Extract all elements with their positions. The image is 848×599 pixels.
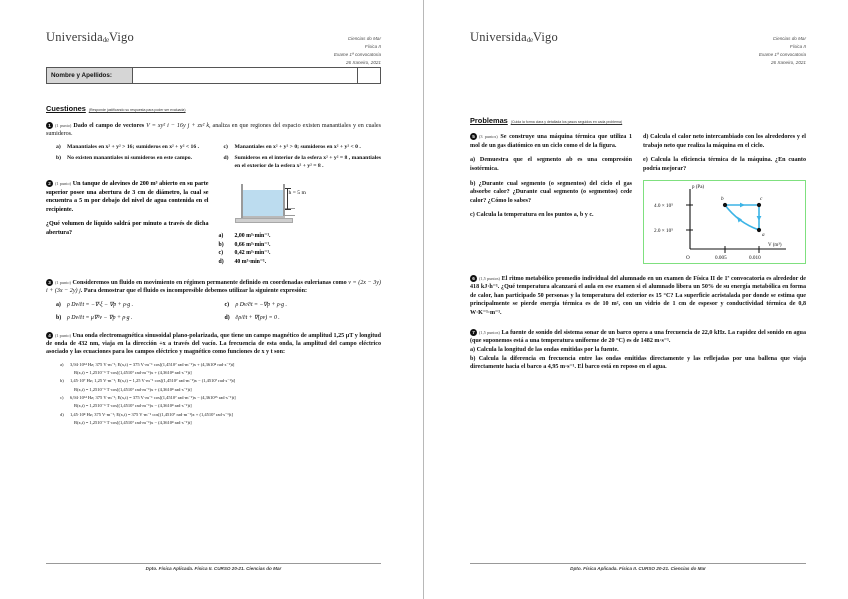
header-exam: Exame 1ª convocatoria xyxy=(758,51,806,57)
question-1-option-c[interactable] xyxy=(224,144,382,151)
option-line-1: 3,94·10¹⁴ Hz; 375 V·m⁻¹; E(x,t) = 375 V·m⁻¹ cos[(1,4510⁷ rad·m⁻¹)x + (4,3610⁸ rad·s⁻¹)t] xyxy=(70,361,235,367)
question-2-options xyxy=(219,232,382,267)
question-3-option-a[interactable] xyxy=(56,302,213,308)
question-3-option-c[interactable] xyxy=(225,302,382,308)
question-1-option-d[interactable] xyxy=(224,155,382,170)
question-1-option-b[interactable] xyxy=(56,155,214,170)
problem-5-part-a: a) Demuestra que el segmento ab es una compresión isotérmica. xyxy=(470,157,632,172)
question-1-points: (1 punto) xyxy=(55,123,72,128)
problem-7-part-b: b) Calcula la diferencia en frecuencia entre las ondas emitidas directamente y las reflejadas por una ballena que viaja directamente hacia el barco a 4,95 m·s⁻¹. El barco está en reposo en el agua. xyxy=(470,355,806,371)
page-footer-right: Dpto. Física Aplicada. Física II. CURSO 20-21. Ciencias do Mar xyxy=(470,563,806,571)
question-2 xyxy=(46,180,381,267)
x-axis-label: V (m³) xyxy=(768,242,782,248)
problem-5-part-d: d) Calcula el calor neto intercambiado con los alrededores y el trabajo neto que realiza la máquina en el ciclo. xyxy=(643,134,806,149)
x-tick-label-origin: O xyxy=(686,254,690,261)
name-box-tail xyxy=(358,68,380,83)
header-subject: Física II xyxy=(789,43,806,49)
problem-6-text: El ritmo metabólico promedio individual del alumnado en un examen de Física II de 1ª convocatoria es alrededor de 418 kJ·h⁻¹. ¿Qué temperatura alcanzará el aula en ese examen si el alumnado libera un 50% de su energía metabólica en forma de calor, han participado 50 personas y la temperatura del exterior es 15 °C? La superficie acristalada por donde se estima que principalmente se pierde energía térmica es de 10 m², con un vidrio de 1 cm de espesor y conductividad térmica de 0,8 W·K⁻¹·m⁻¹. xyxy=(470,275,806,317)
question-1-tail: , analiza en que regiones del espacio existen manantiales y en cuales sumideros. xyxy=(46,123,382,138)
arrow-b-to-c xyxy=(740,202,745,207)
logo-text-main: Universida xyxy=(470,30,527,44)
question-2-figure-column xyxy=(219,180,382,267)
question-4-options xyxy=(60,361,381,428)
question-4-number: 4 xyxy=(46,332,53,339)
question-4-option-d-line2: B(x,t) = 1,2510⁻⁶ T·cos[(1,4510⁷ rad·m⁻¹)x − (4,3610⁸ rad·s⁻¹)t] xyxy=(74,420,192,425)
question-2-statement xyxy=(46,180,209,214)
option-letter: d) xyxy=(218,259,224,266)
option-letter: b) xyxy=(56,155,62,162)
question-3-number: 3 xyxy=(46,279,53,286)
problem-5-number: 5 xyxy=(470,133,477,140)
y-axis-label: p (Pa) xyxy=(692,184,705,190)
pv-diagram xyxy=(643,180,806,264)
questions-section-title xyxy=(46,104,381,113)
point-label-c: c xyxy=(760,195,763,202)
header-meta xyxy=(334,30,381,67)
option-letter: d) xyxy=(224,314,230,321)
page-header-right xyxy=(470,30,806,64)
option-letter: b) xyxy=(60,378,64,384)
question-2-option-c[interactable] xyxy=(219,249,382,258)
header-date: 26 Xaneiro, 2021 xyxy=(346,59,381,65)
question-4-option-b-line2: B(x,t) = 1,2510⁻⁶ T·cos[(1,4510⁷ rad·m⁻¹)x + (4,3610⁸ rad·s⁻¹)t] xyxy=(74,386,192,392)
option-text: Manantiales en x² + y² > 16; sumideros en x² + y² < 16 . xyxy=(67,143,200,150)
question-4-option-c-line2: B(x,t) = 1,2510⁻⁶ T·cos[(1,4510⁷ rad·m⁻¹)x − (4,3610⁸ rad·s⁻¹)t] xyxy=(74,403,192,409)
option-text: 2,00 m³·min⁻¹. xyxy=(234,233,271,240)
name-input[interactable] xyxy=(133,68,358,83)
y-tick-label-400k: 4.0 × 10⁵ xyxy=(654,202,673,209)
data-point-b xyxy=(723,202,727,206)
question-4 xyxy=(46,332,381,357)
option-text: Sumideros en el interior de la esfera x² + y² = 8 , manantiales en el exterior de la esfera x² + y² = 8 . xyxy=(234,155,381,169)
problem-5-right-column xyxy=(643,133,806,264)
logo-text-main: Universida xyxy=(46,30,103,44)
problem-6-points: (1,5 puntos) xyxy=(479,275,500,281)
questions-title-text: Cuestiones xyxy=(46,104,86,113)
university-logo xyxy=(46,30,134,45)
tank-water xyxy=(243,190,283,216)
problem-5-points: (3 puntos) xyxy=(479,134,498,139)
question-1-options xyxy=(56,144,381,170)
tank-height-label: h = 5 m xyxy=(288,190,306,197)
option-letter: b) xyxy=(218,241,224,248)
logo-text-de: de xyxy=(102,36,109,44)
question-3 xyxy=(46,279,381,296)
problem-5-intro xyxy=(470,133,632,150)
header-subject: Física II xyxy=(364,43,381,49)
option-text: 0,66 m³·min⁻¹. xyxy=(234,241,271,248)
question-4-option-d[interactable] xyxy=(60,411,381,419)
question-3-formula: v = (2x − 3y) i + (3x − 2y) j xyxy=(46,279,382,295)
option-letter: c) xyxy=(223,143,228,150)
tank-base xyxy=(235,218,293,223)
problem-5-part-b: b) ¿Durante cual segmento (o segmentos) del ciclo el gas absorbe calor? ¿Durante cual segmento (o segmentos) cede calor? ¿Cómo lo sabes? xyxy=(470,180,632,204)
question-1 xyxy=(46,122,381,139)
data-point-a xyxy=(757,227,761,231)
y-tick-label-200k: 2.0 × 10⁵ xyxy=(654,227,673,234)
logo-text-tail: Vigo xyxy=(532,30,558,44)
problem-5-left-column xyxy=(470,133,632,264)
question-4-option-c[interactable] xyxy=(60,394,381,402)
pv-diagram-svg xyxy=(646,183,803,261)
header-meta xyxy=(759,30,806,67)
problem-7-number: 7 xyxy=(470,329,477,336)
question-2-option-a[interactable] xyxy=(219,232,382,241)
question-3-options xyxy=(56,302,381,321)
header-degree: Ciencias do Mar xyxy=(347,36,381,41)
problem-7-part-a: a) Calcula la longitud de las ondas emitidas por la fuente. xyxy=(470,347,619,354)
problem-7-statement xyxy=(470,329,806,346)
option-line-1: 1,45·10⁸ Hz; 375 V·m⁻¹; E(x,t) = 375 V·m⁻¹ cos[(1,4510⁷ rad·m⁻¹)x + (1,4510⁷ rad·s⁻¹)t] xyxy=(70,411,233,417)
problem-5-part-c: c) Calcula la temperatura en los puntos a, b y c. xyxy=(470,212,594,219)
university-logo xyxy=(470,30,558,45)
question-2-prompt: Un tanque de alevines de 200 m³ abierto en su parte superior posee una abertura de 3 cm de diámetro, la cual se encuentra a 5 m por debajo del nivel de agua contenida en el recipiente. xyxy=(46,181,209,213)
option-letter: c) xyxy=(60,395,64,401)
option-letter: a) xyxy=(56,143,61,150)
data-point-c xyxy=(757,202,761,206)
problem-7 xyxy=(470,329,806,372)
problem-6-number: 6 xyxy=(470,275,477,282)
option-text: Manantiales en x² + y² > 0; sumideros en x² + y² < 0 . xyxy=(234,143,361,150)
point-label-a: a xyxy=(762,231,765,238)
page-right xyxy=(424,0,848,599)
option-line-1: 1,45·10⁷ Hz; 1,25 V·m⁻¹; E(x,t) = 1,25 V·m⁻¹ cos[(1,4510⁷ rad·m⁻¹)x − (1,4510⁷ rad·s⁻¹)t] xyxy=(70,378,236,384)
option-text: ρ Dv/∂t = −∇·ξ − ∇p + ρ·g . xyxy=(67,301,134,308)
page-header-left xyxy=(46,30,381,64)
problem-7-text: La fuente de sonido del sistema sonar de un barco opera a una frecuencia de 22,0 kHz. La rapidez del sonido en agua (que suponemos está a una temperatura uniforme de 20 °C) es de 1482 m·s⁻¹. xyxy=(470,329,806,345)
name-label: Nombre y Apellidos: xyxy=(47,68,133,83)
header-exam: Exame 1ª convocatoria xyxy=(333,51,381,57)
option-text: ρ Dv/∂t = μ∇²v − ∇p + ρ·g . xyxy=(67,314,133,321)
option-letter: c) xyxy=(224,301,230,308)
option-letter: c) xyxy=(218,250,224,257)
option-letter: a) xyxy=(56,301,61,308)
question-2-number: 2 xyxy=(46,180,53,187)
question-1-prompt: Dado el campo de vectores xyxy=(73,123,145,129)
option-text: ∂ρ/∂t + ∇(ρv) = 0 . xyxy=(235,314,280,321)
logo-text-de: de xyxy=(526,36,533,44)
question-3-prompt: Consideremos un fluido en movimiento en régimen permanente definido en coordenadas eulerianas como xyxy=(72,279,347,286)
name-box xyxy=(46,67,381,84)
point-label-b: b xyxy=(721,195,724,202)
option-letter: a) xyxy=(218,233,224,240)
option-text: 40 m³·min⁻¹. xyxy=(234,259,267,266)
option-letter: a) xyxy=(60,361,64,367)
problem-5-intro-text: Se construye una máquina térmica que utiliza 1 mol de un gas diatómico en un ciclo como el de la figura. xyxy=(470,134,632,149)
problems-section-note: (Cuida la forma clara y detallada los pasos seguidos en cada problema) xyxy=(510,120,623,124)
question-1-number: 1 xyxy=(46,122,53,129)
option-text: No existen manantiales ni sumideros en este campo. xyxy=(67,155,193,162)
question-2-text-column xyxy=(46,180,209,267)
problem-5 xyxy=(470,133,806,264)
x-tick-label-0005: 0.005 xyxy=(715,254,727,261)
problems-title-text: Problemas xyxy=(470,116,508,125)
problem-5-part-e: e) Calcula la eficiencia térmica de la máquina. ¿En cuanto podría mejorar? xyxy=(643,157,806,172)
question-4-prompt: Una onda electromagnética sinusoidal plano-polarizada, que tiene un campo magnético de amplitud 1,25 μT y longitud de onda de 432 nm, viaja en la dirección +x a través del vacío. La frecuencia de esta onda, la amplitud del campo eléctrico asociado y las ecuaciones para los campos eléctrico y magnético como funciones de x y t son: xyxy=(46,332,381,356)
problem-7-points: (1,5 puntos) xyxy=(479,329,500,335)
header-degree: Ciencias do Mar xyxy=(772,36,806,41)
question-1-formula: V = xy² i − 16y j + zx² k xyxy=(146,123,210,129)
option-line-1: 6,94·10¹⁴ Hz; 375 V·m⁻¹; E(x,t) = 375 V·m⁻¹ cos[(1,4510⁷ rad·m⁻¹)x − (4,3610¹⁵ rad·s⁻¹)t] xyxy=(70,395,236,401)
option-letter: d) xyxy=(60,411,64,417)
option-letter: b) xyxy=(56,314,62,321)
question-2-question: ¿Qué volumen de líquido saldrá por minuto a través de dicha abertura? xyxy=(46,221,209,236)
page-footer-left: Dpto. Física Aplicada. Física II. CURSO 20-21. Ciencias do Mar xyxy=(46,563,381,571)
question-3-option-b[interactable] xyxy=(56,315,213,321)
question-3-option-d[interactable] xyxy=(225,315,382,321)
question-2-points: (1 punto) xyxy=(55,181,72,187)
question-1-option-a[interactable] xyxy=(56,144,214,151)
x-tick-label-0010: 0.010 xyxy=(749,254,761,261)
questions-section-note: (Responde justificando su respuesta para poder ser evaluada) xyxy=(88,108,186,112)
option-text: 0,42 m³·min⁻¹. xyxy=(234,250,271,257)
question-4-option-a[interactable] xyxy=(60,361,381,369)
logo-text-tail: Vigo xyxy=(108,30,134,44)
header-date: 26 Xaneiro, 2021 xyxy=(771,59,806,65)
question-4-option-a-line2: B(x,t) = 1,2510⁻⁶ T·cos[(1,4510⁷ rad·m⁻¹)x + (4,3610⁸ rad·s⁻¹)t] xyxy=(74,370,192,376)
tank-diagram xyxy=(233,182,307,226)
option-letter: d) xyxy=(223,155,229,162)
question-4-option-b[interactable] xyxy=(60,377,381,385)
arrow-c-to-a xyxy=(757,216,762,221)
problem-6 xyxy=(470,275,806,318)
question-4-points: (1 punto) xyxy=(55,332,71,338)
question-3-points: (1 punto) xyxy=(55,279,71,285)
option-text: ρ Dv/∂t = −∇p + ρ·g . xyxy=(235,301,287,308)
tank-height-arrow xyxy=(287,188,288,210)
question-2-option-d[interactable] xyxy=(219,258,382,267)
question-3-tail: . Para demostrar que el fluido es incompresible debemos utilizar la siguiente expresión: xyxy=(80,288,307,295)
problems-section-title xyxy=(470,116,806,125)
segment-b-to-a xyxy=(725,205,759,230)
question-2-option-b[interactable] xyxy=(219,241,382,250)
